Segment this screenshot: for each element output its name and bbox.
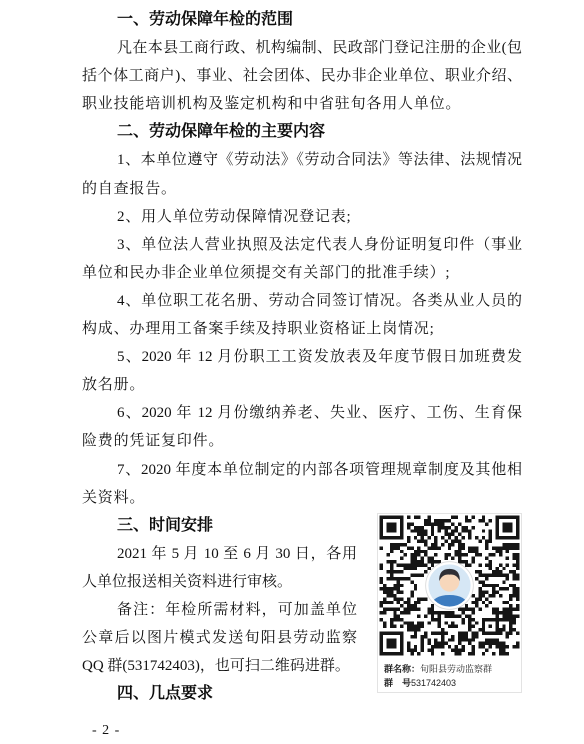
text-line: 7、2020 年度本单位制定的内部各项管理规章制度及其他相: [117, 461, 522, 478]
scope-paragraph: [82, 34, 522, 118]
schedule-paragraph: [82, 540, 357, 596]
text-line: 凡在本县工商行政、机构编制、民政部门登记注册的企业(包: [117, 40, 522, 57]
text-line: 5、2020 年 12 月份职工工资发放表及年度节假日加班费发: [117, 349, 522, 366]
qr-caption: [378, 657, 521, 692]
section-heading-requirements: 四、几点要求: [117, 685, 214, 703]
text-line: 职业技能培训机构及鉴定机构和中省驻旬各用人单位。: [82, 96, 462, 113]
section-heading-scope: 一、劳动保障年检的范围: [117, 11, 294, 28]
section-heading-schedule: 三、时间安排: [117, 516, 214, 534]
qr-group-number-line: [384, 676, 521, 690]
text-line: 4、单位职工花名册、劳动合同签订情况。各类从业人员的: [117, 292, 522, 309]
text-line: 备注：年检所需材料，可加盖单位: [117, 601, 357, 618]
content-item-6: [82, 399, 522, 455]
content-item-1: [82, 146, 522, 202]
schedule-column: [82, 512, 357, 681]
text-line: 括个体工商户)、事业、社会团体、民办非企业单位、职业介绍、: [82, 68, 522, 85]
remark-paragraph: [82, 596, 357, 680]
content-item-2: [82, 203, 522, 231]
text-line: 3、单位法人营业执照及法定代表人身份证明复印件（事业: [117, 236, 522, 253]
text-line: 险费的凭证复印件。: [82, 433, 225, 450]
content-item-4: [82, 287, 522, 343]
qr-code-image: [378, 514, 521, 657]
page-number: - 2 -: [92, 723, 121, 738]
qr-group-number-value: 531742403: [411, 678, 457, 688]
text-line: QQ 群(531742403)，也可扫二维码进群。: [82, 658, 350, 675]
content-item-7: [82, 456, 522, 512]
text-line: 2、用人单位劳动保障情况登记表;: [117, 208, 352, 225]
text-line: 构成、办理用工备案手续及持职业资格证上岗情况;: [82, 321, 435, 338]
qr-group-name-label: 群名称：: [384, 664, 421, 674]
qr-code-card: [377, 513, 522, 693]
text-line: 人单位报送相关资料进行审核。: [82, 573, 293, 590]
qr-group-number-label: 群 号: [384, 678, 412, 688]
section-heading-content: 二、劳动保障年检的主要内容: [117, 123, 326, 141]
qr-group-name-line: [384, 662, 521, 676]
content-item-5: [82, 343, 522, 399]
content-item-3: [82, 231, 522, 287]
qr-group-name-value: 旬阳县劳动监察群: [420, 664, 493, 674]
text-line: 6、2020 年 12 月份缴纳养老、失业、医疗、工伤、生育保: [117, 405, 522, 422]
text-line: 单位和民办非企业单位须提交有关部门的批准手续）;: [82, 264, 451, 281]
text-line: 关资料。: [82, 489, 146, 506]
text-line: 放名册。: [82, 377, 146, 394]
text-line: 1、本单位遵守《劳动法》《劳动合同法》等法律、法规情况: [117, 152, 522, 169]
text-line: 公章后以图片模式发送旬阳县劳动监察: [82, 630, 357, 647]
text-line: 的自查报告。: [82, 180, 177, 197]
text-line: 2021 年 5 月 10 至 6 月 30 日，各用: [117, 545, 357, 562]
